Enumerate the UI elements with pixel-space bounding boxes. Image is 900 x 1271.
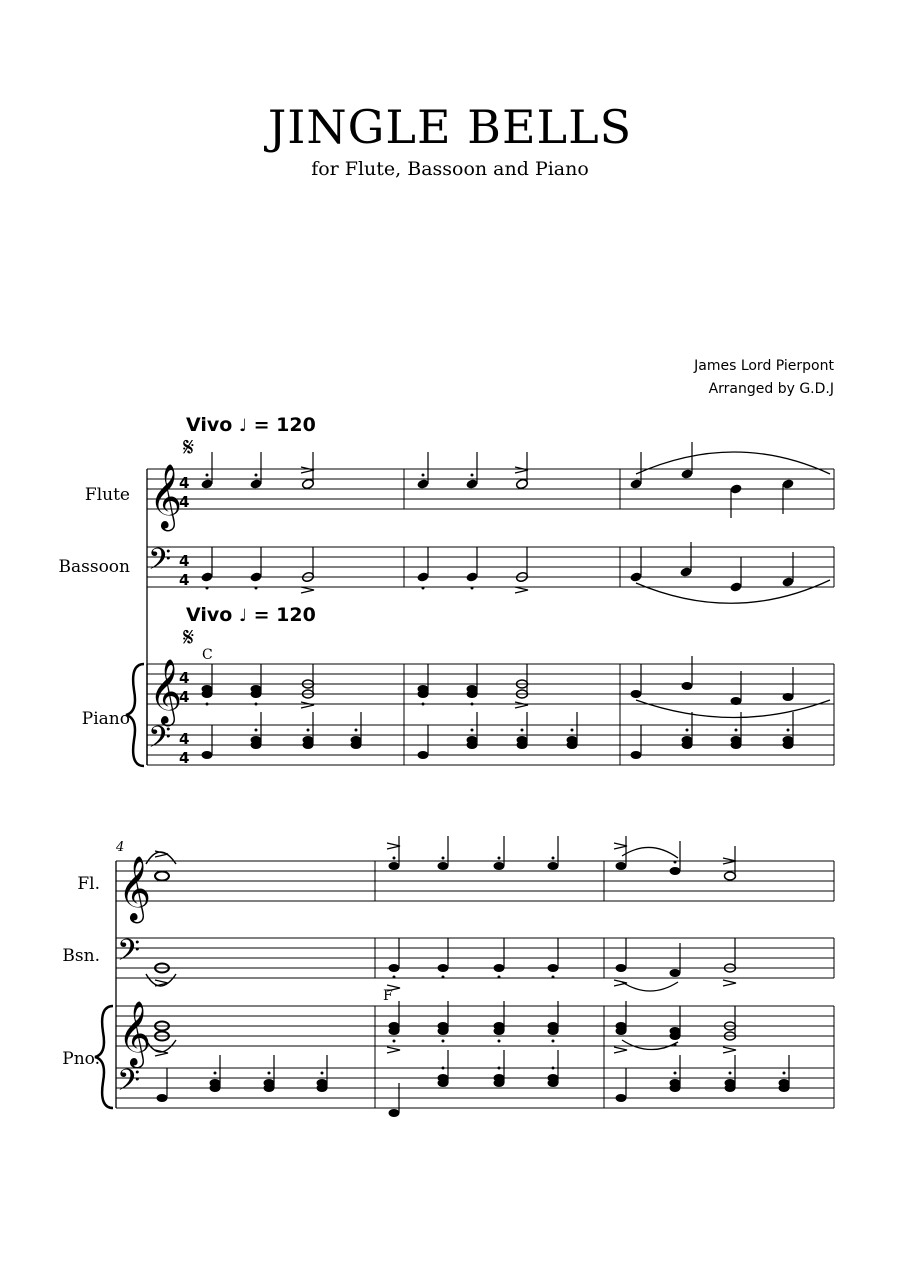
piano-brace-s2 — [95, 1006, 113, 1108]
flute-measure-1 — [200, 452, 314, 490]
svg-text:4: 4 — [179, 730, 190, 748]
bass-clef-icon: 𝄢 — [148, 543, 172, 584]
staff-bassoon — [147, 547, 834, 587]
segno-icon: 𝄋 — [183, 433, 195, 463]
staff-piano-rh — [147, 664, 834, 765]
tempo-text-flute: Vivo ♩ = 120 — [186, 414, 316, 436]
bass-clef-icon-pno-s2: 𝄢 — [117, 1064, 141, 1105]
svg-text:4: 4 — [179, 749, 190, 767]
label-bassoon: Bassoon — [58, 557, 130, 577]
staff-fl — [116, 861, 834, 901]
svg-text:4: 4 — [179, 474, 190, 492]
bass-clef-icon-s2: 𝄢 — [117, 934, 141, 975]
fl-notes-system-2 — [146, 836, 736, 881]
pno-lh-notes-system-2 — [157, 1050, 790, 1117]
score-title: JINGLE BELLS — [267, 100, 633, 154]
treble-clef-icon-s2: 𝄞 — [118, 856, 152, 921]
arranger-credit: Arranged by G.D.J — [708, 381, 834, 397]
composer-credit: James Lord Pierpont — [694, 358, 834, 374]
label-pno: Pno. — [62, 1049, 100, 1069]
svg-text:4: 4 — [179, 493, 190, 511]
label-fl: Fl. — [77, 874, 100, 894]
piano-brace — [126, 664, 144, 766]
svg-text:4: 4 — [179, 688, 190, 706]
measure-number: 4 — [116, 840, 125, 855]
svg-text:4: 4 — [179, 669, 190, 687]
svg-text:4: 4 — [179, 571, 190, 589]
bsn-notes-system-2 — [146, 938, 736, 991]
chord-symbol-f: F — [383, 988, 393, 1004]
pno-rh-notes-system-2 — [146, 1001, 736, 1056]
tempo-text-piano: Vivo ♩ = 120 — [186, 604, 316, 626]
piano-rh-notes-system-1 — [202, 656, 831, 718]
system-1 — [59, 414, 835, 767]
flute-measure-3 — [629, 442, 830, 518]
staff-bsn — [116, 938, 834, 978]
score-subtitle: for Flute, Bassoon and Piano — [311, 158, 589, 180]
label-piano: Piano — [81, 709, 130, 729]
svg-text:4: 4 — [179, 552, 190, 570]
treble-clef-icon-pno-s2: 𝄞 — [118, 1001, 152, 1066]
treble-clef-icon-piano: 𝄞 — [149, 659, 183, 724]
treble-clef-icon: 𝄞 — [149, 464, 183, 529]
chord-symbol-c: C — [202, 647, 213, 663]
bassoon-notes-system-1 — [200, 542, 830, 603]
segno-icon-piano: 𝄋 — [183, 623, 195, 653]
flute-measure-2 — [416, 452, 528, 490]
label-flute: Flute — [84, 485, 130, 505]
label-bsn: Bsn. — [62, 946, 100, 966]
system-2 — [62, 836, 834, 1117]
bass-clef-icon-piano: 𝄢 — [148, 721, 172, 762]
staff-pno-rh — [116, 1006, 834, 1108]
